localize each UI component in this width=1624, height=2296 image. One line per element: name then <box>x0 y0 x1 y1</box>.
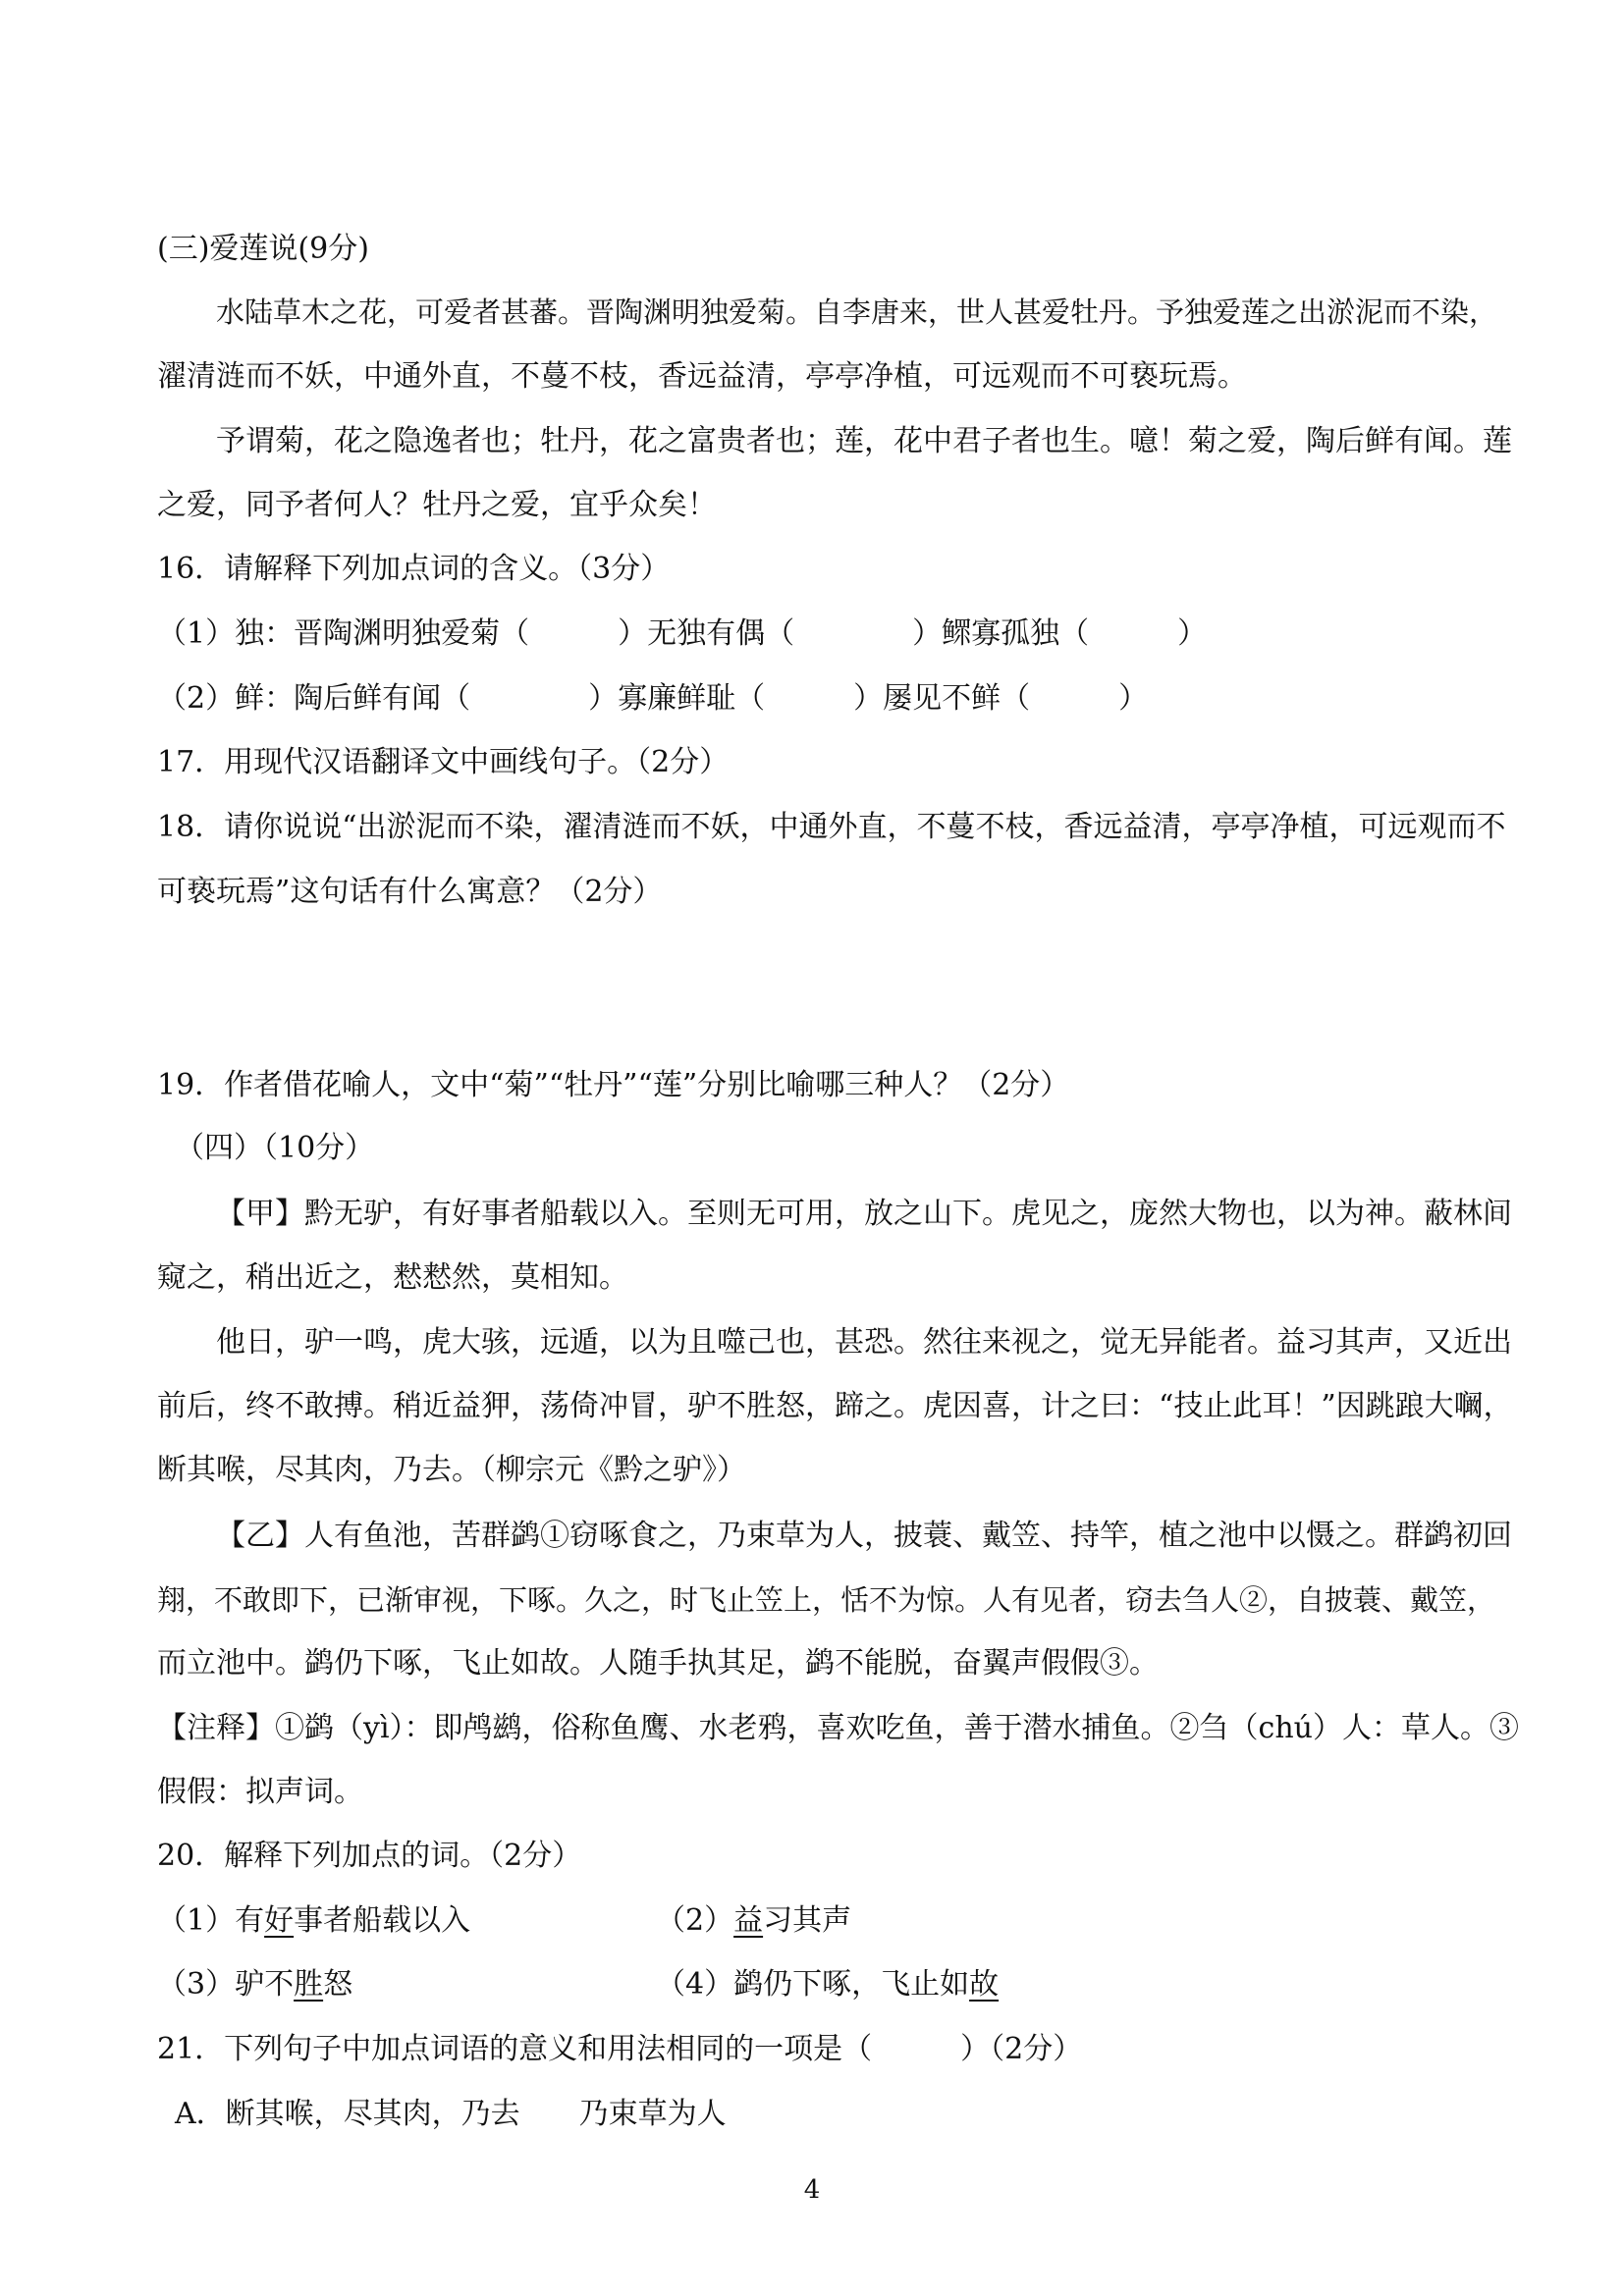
section-title: (三)爱莲说(9分) <box>157 232 369 266</box>
question-16-item-2: （2）鲜：陶后鲜有闻（ ）寡廉鲜耻（ ）屡见不鲜（ ） <box>157 681 1149 716</box>
passage-line: 水陆草木之花，可爱者甚蕃。晋陶渊明独爱菊。自李唐来，世人甚爱牡丹。予独爱莲之出淤泥而不染， <box>216 295 1498 329</box>
question-16: 16．请解释下列加点词的含义。（3分） <box>157 552 671 586</box>
passage-line: 之爱，同予者何人？牡丹之爱，宜乎众矣！ <box>157 488 717 522</box>
page-number: 4 <box>803 2175 821 2205</box>
section-title: （四）（10分） <box>175 1131 375 1165</box>
question-21-option-a: A．断其喉，尽其肉，乃去 乃束草为人 <box>175 2097 727 2131</box>
passage-line: 【乙】人有鱼池，苦群鹢①窃啄食之，乃束草为人，披蓑、戴笠、持竿，植之池中以慑之。群鹢初回 <box>216 1519 1512 1553</box>
passage-line: 予谓菊，花之隐逸者也；牡丹，花之富贵者也；莲，花中君子者也生。噫！菊之爱，陶后鲜有闻。莲 <box>216 424 1512 458</box>
question-20-item-3: （3）驴不胜怒 <box>157 1967 353 2002</box>
question-20-item-4: （4）鹢仍下啄，飞止如故 <box>656 1967 1000 2002</box>
underlined-word: 胜 <box>294 1967 324 2002</box>
question-20-item-2: （2）益习其声 <box>656 1903 852 1938</box>
passage-line: 濯清涟而不妖，中通外直，不蔓不枝，香远益清，亭亭净植，可远观而不可亵玩焉。 <box>157 359 1247 394</box>
passage-line: 窥之，稍出近之，慭慭然，莫相知。 <box>157 1260 628 1295</box>
question-20-item-1: （1）有好事者船载以入 <box>157 1903 471 1938</box>
passage-line: 前后，终不敢搏。稍近益狎，荡倚冲冒，驴不胜怒，蹄之。虎因喜，计之曰：“技止此耳！”因跳踉大㘎， <box>157 1389 1513 1423</box>
question-18: 18．请你说说“出淤泥而不染，濯清涟而不妖，中通外直，不蔓不枝，香远益清，亭亭净植，可远观而不 <box>157 810 1506 844</box>
question-16-item-1: （1）独：晋陶渊明独爱菊（ ）无独有偶（ ）鳏寡孤独（ ） <box>157 616 1208 651</box>
underlined-word: 益 <box>733 1903 764 1938</box>
question-20: 20．解释下列加点的词。（2分） <box>157 1839 582 1873</box>
annotation-line: 假假：拟声词。 <box>157 1775 363 1809</box>
question-19: 19．作者借花喻人，文中“菊”“牡丹”“莲”分别比喻哪三种人？（2分） <box>157 1068 1070 1102</box>
underlined-word: 故 <box>969 1967 1000 2002</box>
passage-line: 翔，不敢即下，已渐审视，下啄。久之，时飞止笠上，恬不为惊。人有见者，窃去刍人②，自披蓑、戴笠， <box>157 1583 1496 1617</box>
question-18-cont: 可亵玩焉”这句话有什么寓意？（2分） <box>157 875 663 909</box>
underlined-word: 好 <box>264 1903 295 1938</box>
annotation-line: 【注释】①鹢（yì）：即鸬鹚，俗称鱼鹰、水老鸦，喜欢吃鱼，善于潜水捕鱼。②刍（chú）人：草人。③ <box>157 1711 1519 1745</box>
passage-line: 而立池中。鹢仍下啄，飞止如故。人随手执其足，鹢不能脱，奋翼声假假③。 <box>157 1646 1159 1681</box>
passage-line: 断其喉，尽其肉，乃去。（柳宗元《黔之驴》） <box>157 1453 746 1487</box>
question-21: 21．下列句子中加点词语的意义和用法相同的一项是（ ）（2分） <box>157 2032 1083 2066</box>
passage-line: 【甲】黔无驴，有好事者船载以入。至则无可用，放之山下。虎见之，庞然大物也，以为神。蔽林间 <box>216 1197 1512 1231</box>
passage-line: 他日，驴一鸣，虎大骇，远遁，以为且噬己也，甚恐。然往来视之，觉无异能者。益习其声，又近出 <box>216 1325 1512 1360</box>
question-17: 17．用现代汉语翻译文中画线句子。（2分） <box>157 745 730 779</box>
